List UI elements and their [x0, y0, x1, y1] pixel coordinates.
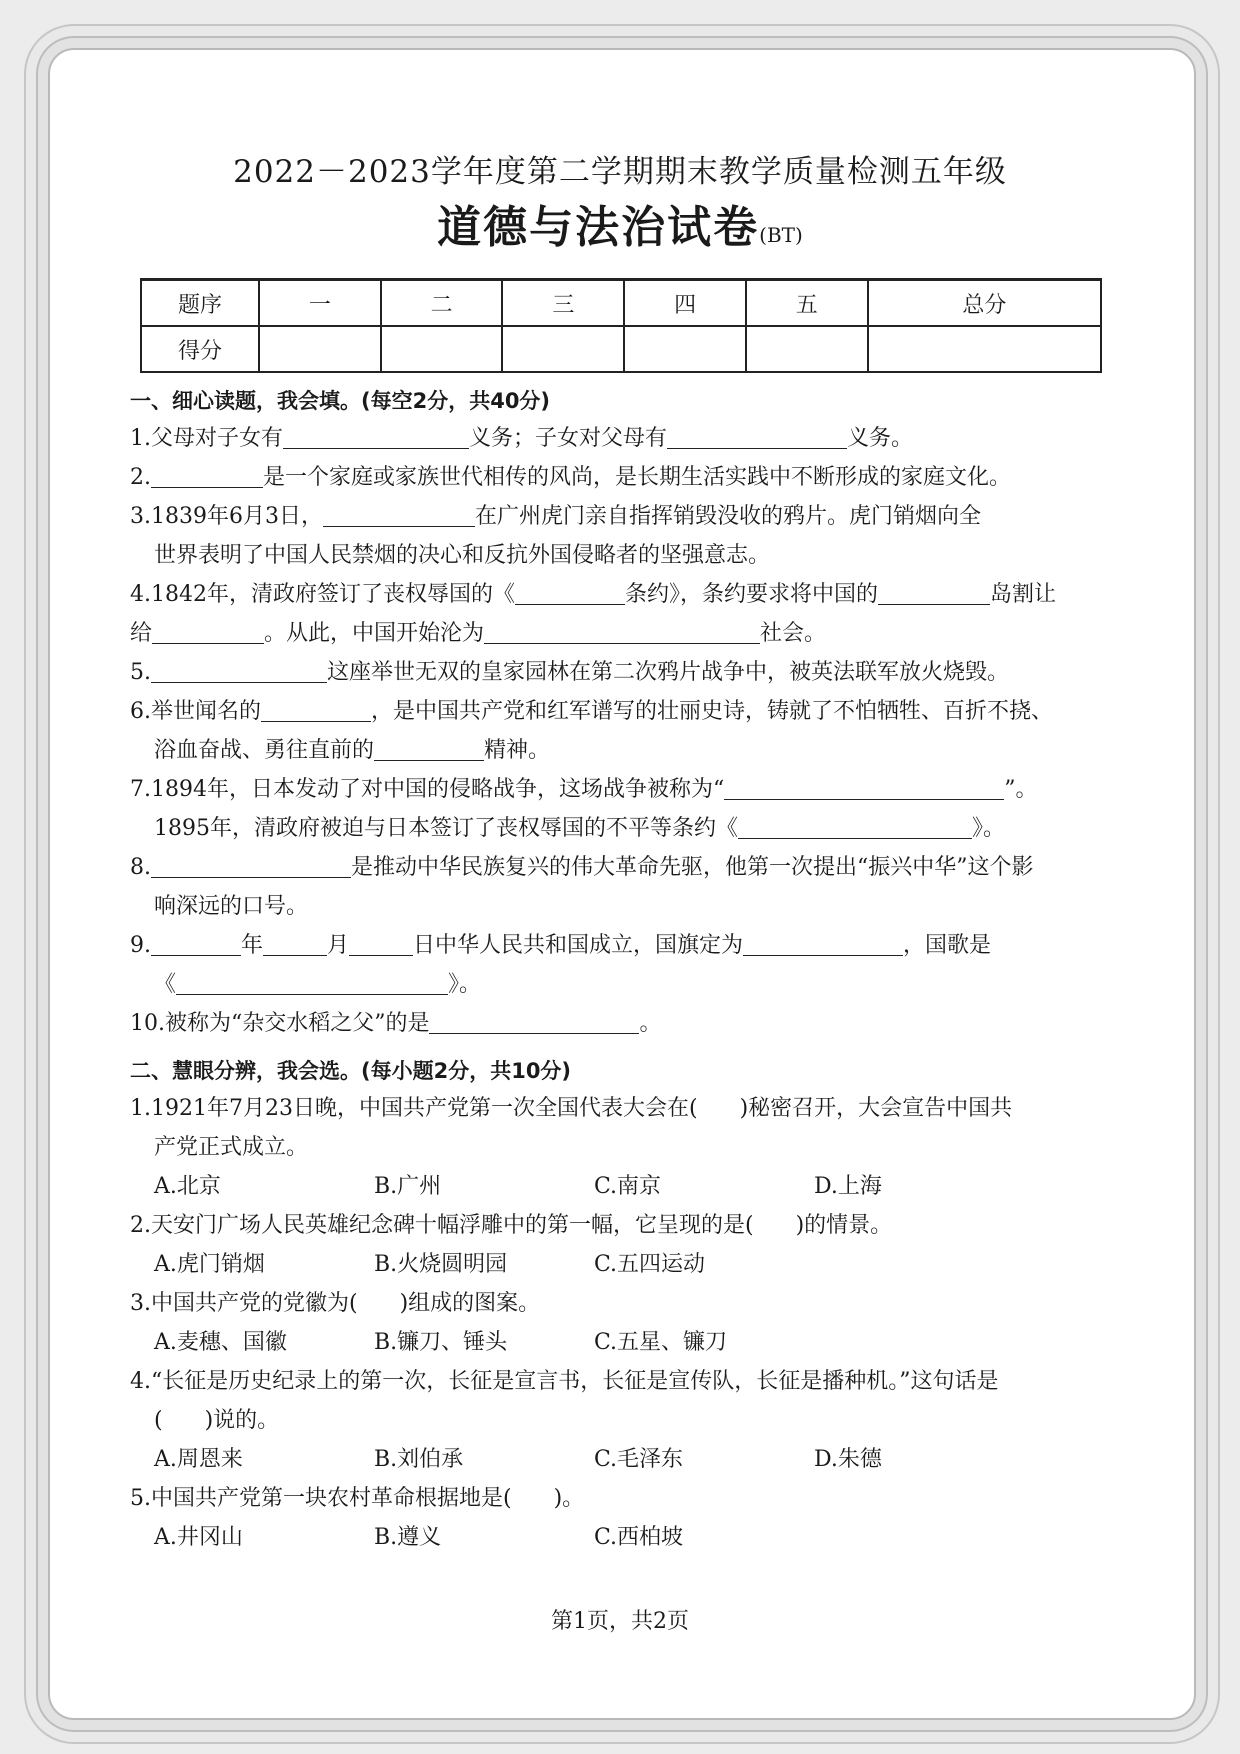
question-text: ( [154, 1408, 163, 1433]
options-2-3 [130, 1323, 1110, 1362]
question-text: 是一个家庭或家族世代相传的风尚，是长期生活实践中不断形成的家庭文化。 [263, 465, 1012, 490]
question-1-10 [130, 1004, 1110, 1043]
options-2-2 [130, 1245, 1110, 1284]
question-text: 义务。 [847, 426, 914, 451]
question-text: )说的。 [204, 1408, 280, 1433]
question-text: 6.举世闻名的 [130, 699, 261, 724]
question-text: 响深远的口号。 [154, 894, 309, 919]
score-row-label: 得分 [141, 326, 259, 372]
score-cell [502, 326, 624, 372]
question-text: 7.1894年，日本发动了对中国的侵略战争，这场战争被称为“ [130, 777, 725, 802]
question-text: 。 [639, 1011, 662, 1036]
question-text: 。从此，中国开始沦为 [264, 621, 485, 646]
question-text: 世界表明了中国人民禁烟的决心和反抗外国侵略者的坚强意志。 [154, 543, 771, 568]
header-note: 更多资源请登录王朝霞试卷网(www.wzxsjw.com) [395, 22, 845, 46]
question-text: 岛割让 [990, 582, 1057, 607]
exam-title-line1: 2022－2023学年度第二学期期末教学质量检测五年级 [233, 154, 1007, 190]
option-c[interactable]: C.五四运动 [594, 1252, 706, 1277]
question-text: 9. [130, 933, 151, 958]
score-cell [746, 326, 868, 372]
question-1-1 [130, 419, 1110, 458]
option-a[interactable]: A.北京 [154, 1174, 221, 1199]
answer-blank[interactable] [151, 461, 263, 488]
page-footer: 第1页，共2页 [551, 1609, 689, 1634]
question-text: )组成的图案。 [399, 1291, 541, 1316]
question-1-7 [130, 770, 1110, 848]
answer-blank[interactable] [743, 929, 903, 956]
question-1-5 [130, 653, 1110, 692]
answer-blank[interactable] [263, 929, 327, 956]
question-text: 社会。 [760, 621, 827, 646]
score-header-cell: 三 [502, 280, 624, 327]
option-b[interactable]: B.镰刀、锤头 [374, 1330, 508, 1355]
question-text: 2.天安门广场人民英雄纪念碑十幅浮雕中的第一幅，它呈现的是( [130, 1213, 754, 1238]
answer-blank[interactable] [349, 929, 413, 956]
question-text: 这座举世无双的皇家园林在第二次鸦片战争中，被英法联军放火烧毁。 [327, 660, 1010, 685]
section2-heading: 二、慧眼分辨，我会选。(每小题2分，共10分) [130, 1059, 572, 1083]
question-text: 条约》，条约要求将中国的 [624, 582, 878, 607]
question-text: 义务；子女对父母有 [469, 426, 668, 451]
option-c[interactable]: C.毛泽东 [594, 1447, 684, 1472]
question-text: 10.被称为“杂交水稻之父”的是 [130, 1011, 430, 1036]
answer-blank[interactable] [152, 617, 264, 644]
answer-blank[interactable] [151, 929, 241, 956]
question-text: 1.1921年7月23日晚，中国共产党第一次全国代表大会在( [130, 1096, 698, 1121]
answer-blank[interactable] [151, 656, 327, 683]
answer-blank[interactable] [429, 1007, 639, 1034]
option-a[interactable]: A.虎门销烟 [154, 1252, 265, 1277]
option-a[interactable]: A.麦穗、国徽 [154, 1330, 287, 1355]
score-cell [259, 326, 381, 372]
answer-blank[interactable] [151, 851, 351, 878]
answer-blank[interactable] [724, 773, 1004, 800]
question-2-3 [130, 1284, 1110, 1323]
answer-blank[interactable] [667, 422, 847, 449]
question-text: 在广州虎门亲自指挥销毁没收的鸦片。虎门销烟向全 [474, 504, 981, 529]
options-2-5 [130, 1518, 1110, 1557]
exam-version-suffix: (BT) [759, 223, 803, 247]
answer-blank[interactable] [374, 734, 484, 761]
question-text: 月 [327, 933, 350, 958]
question-text: 4.1842年，清政府签订了丧权辱国的《 [130, 582, 515, 607]
question-text: 1.父母对子女有 [130, 426, 283, 451]
question-text: 精神。 [484, 738, 551, 763]
option-a[interactable]: A.井冈山 [154, 1525, 243, 1550]
answer-blank[interactable] [283, 422, 469, 449]
section1-heading: 一、细心读题，我会填。(每空2分，共40分) [130, 389, 551, 413]
question-text: 8. [130, 855, 151, 880]
question-text: 《 [154, 972, 177, 997]
question-text: )秘密召开，大会宣告中国共 [739, 1096, 1013, 1121]
question-text: 5. [130, 660, 151, 685]
answer-blank[interactable] [323, 500, 475, 527]
question-1-4 [130, 575, 1110, 653]
options-2-1 [130, 1167, 1110, 1206]
question-text: 年 [241, 933, 264, 958]
question-text: 1895年，清政府被迫与日本签订了丧权辱国的不平等条约《 [154, 816, 738, 841]
answer-blank[interactable] [738, 812, 972, 839]
question-1-3 [130, 497, 1110, 575]
question-2-4 [130, 1362, 1110, 1440]
answer-blank[interactable] [878, 578, 990, 605]
question-text: 4.“长征是历史纪录上的第一次，长征是宣言书，长征是宣传队，长征是播种机。”这句话是 [130, 1369, 999, 1394]
score-table-header-row [141, 280, 1101, 327]
question-2-5 [130, 1479, 1110, 1518]
question-text: 》。 [972, 816, 1006, 841]
question-text: 5.中国共产党第一块农村革命根据地是( [130, 1486, 512, 1511]
question-text: 日中华人民共和国成立，国旗定为 [413, 933, 744, 958]
question-1-2 [130, 458, 1110, 497]
option-b[interactable]: B.火烧圆明园 [374, 1252, 508, 1277]
score-header-cell: 二 [381, 280, 503, 327]
option-c[interactable]: C.南京 [594, 1174, 662, 1199]
exam-subject-title: 道德与法治试卷 [437, 202, 760, 253]
score-header-cell: 一 [259, 280, 381, 327]
score-header-cell: 四 [624, 280, 746, 327]
option-b[interactable]: B.遵义 [374, 1525, 442, 1550]
options-2-4 [130, 1440, 1110, 1479]
option-c[interactable]: C.五星、镰刀 [594, 1330, 728, 1355]
question-text: 2. [130, 465, 151, 490]
question-1-9 [130, 926, 1110, 1004]
question-text: )的情景。 [795, 1213, 893, 1238]
exam-title-line2 [130, 200, 1110, 256]
score-table-score-row [141, 326, 1101, 372]
score-header-cell: 总分 [868, 280, 1101, 327]
option-b[interactable]: B.广州 [374, 1174, 442, 1199]
score-cell [624, 326, 746, 372]
score-header-cell: 五 [746, 280, 868, 327]
question-text: ，是中国共产党和红军谱写的壮丽史诗，铸就了不怕牺牲、百折不挠、 [371, 699, 1054, 724]
question-2-2 [130, 1206, 1110, 1245]
answer-blank[interactable] [261, 695, 371, 722]
question-2-1 [130, 1089, 1110, 1167]
question-text: 给 [130, 621, 153, 646]
question-text: 3.中国共产党的党徽为( [130, 1291, 358, 1316]
score-header-cell: 题序 [141, 280, 259, 327]
option-c[interactable]: C.西柏坡 [594, 1525, 684, 1550]
question-text: ”。 [1004, 777, 1038, 802]
question-1-8 [130, 848, 1110, 926]
question-text: 浴血奋战、勇往直前的 [154, 738, 375, 763]
question-text: 》。 [448, 972, 482, 997]
score-cell [381, 326, 503, 372]
question-text: 3.1839年6月3日， [130, 504, 323, 529]
answer-blank[interactable] [484, 617, 760, 644]
answer-blank[interactable] [176, 968, 448, 995]
exam-content [130, 150, 1110, 1557]
option-d[interactable]: D.上海 [814, 1174, 882, 1199]
option-b[interactable]: B.刘伯承 [374, 1447, 464, 1472]
answer-blank[interactable] [515, 578, 625, 605]
option-a[interactable]: A.周恩来 [154, 1447, 243, 1472]
question-text: ，国歌是 [903, 933, 992, 958]
option-d[interactable]: D.朱德 [814, 1447, 882, 1472]
score-table [140, 278, 1102, 373]
question-1-6 [130, 692, 1110, 770]
score-cell [868, 326, 1101, 372]
question-text: 是推动中华民族复兴的伟大革命先驱，他第一次提出“振兴中华”这个影 [351, 855, 1034, 880]
question-text: 产党正式成立。 [154, 1135, 309, 1160]
question-text: )。 [553, 1486, 585, 1511]
